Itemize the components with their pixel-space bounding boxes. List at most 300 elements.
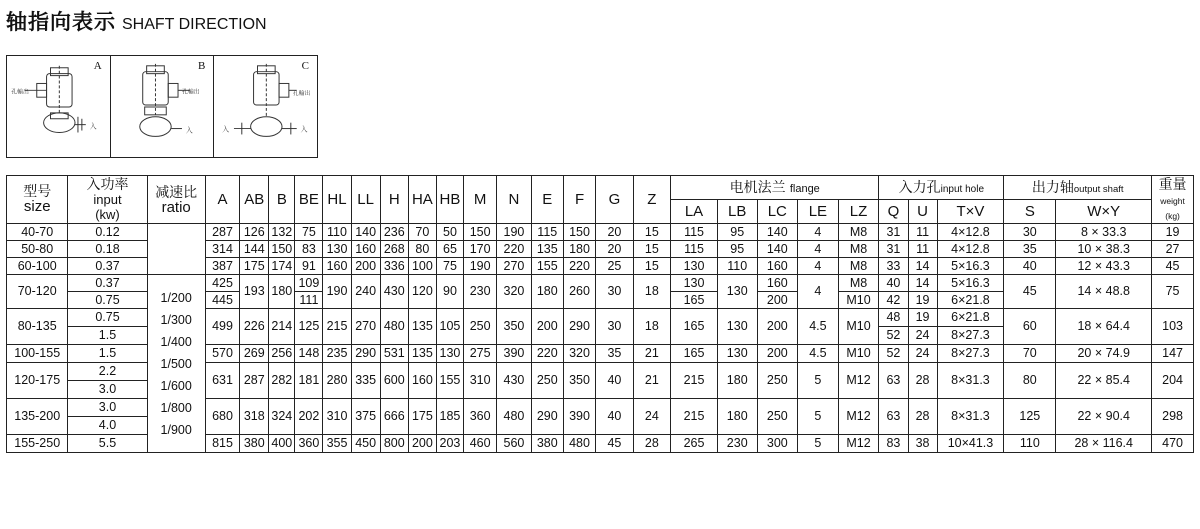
hdr-S: S [1004,200,1056,224]
cell: 28 [908,399,937,435]
cell: 175 [408,399,436,435]
cell: 5×16.3 [937,258,1004,275]
hdr-N: N [497,176,531,224]
cell: 18 [633,275,670,309]
cell: 445 [205,292,239,309]
hdr-flange: 电机法兰 flange [671,176,879,200]
diagram-c [214,56,317,157]
cell: 91 [295,258,323,275]
cell: 350 [563,363,595,399]
cell: 215 [671,363,718,399]
cell: 290 [531,399,563,435]
cell: 4 [798,224,839,241]
cell: 180 [563,241,595,258]
cell-size: 120-175 [7,363,68,399]
cell: 236 [380,224,408,241]
cell: 80 [408,241,436,258]
cell: 105 [436,309,463,345]
cell: M12 [838,363,879,399]
cell: 31 [879,241,908,258]
cell: 215 [671,399,718,435]
cell: 148 [295,345,323,363]
cell: 28 [908,363,937,399]
heading-en: SHAFT DIRECTION [122,16,267,33]
cell: 21 [633,363,670,399]
cell: 165 [671,292,718,309]
cell: 8×27.3 [937,327,1004,345]
cell: 499 [205,309,239,345]
hdr-A: A [205,176,239,224]
cell: 27 [1152,241,1194,258]
cell: 160 [323,258,351,275]
cell: 165 [671,309,718,345]
ratio-item: 1/200 [160,290,192,305]
cell: 200 [757,309,798,345]
cell: 215 [323,309,351,345]
cell: 110 [323,224,351,241]
cell-size: 50-80 [7,241,68,258]
cell: 260 [563,275,595,309]
cell: 35 [596,345,633,363]
cell: 425 [205,275,239,292]
gearbox-b-drawing [111,56,214,157]
cell: 190 [497,224,531,241]
cell: 430 [497,363,531,399]
cell: 31 [879,224,908,241]
hdr-M: M [463,176,496,224]
cell: 324 [269,399,295,435]
hdr-WY: W×Y [1056,200,1152,224]
cell: 214 [269,309,295,345]
cell: 65 [436,241,463,258]
cell: 220 [497,241,531,258]
cell: 83 [879,435,908,453]
cell: 310 [323,399,351,435]
cell: 20 [596,224,633,241]
cell: 6×21.8 [937,309,1004,327]
cell-input: 0.12 [68,224,147,241]
cell-size: 80-135 [7,309,68,345]
hdr-output-shaft: 出力轴output shaft [1004,176,1152,200]
cell: 28 [633,435,670,453]
cell: 150 [463,224,496,241]
hdr-U: U [908,200,937,224]
cell: 60 [1004,309,1056,345]
cell: 5 [798,435,839,453]
cell: 90 [436,275,463,309]
cell: 22 × 85.4 [1056,363,1152,399]
cell: M10 [838,345,879,363]
cell: 70 [408,224,436,241]
cell: 250 [757,399,798,435]
hdr-G: G [596,176,633,224]
cell: 560 [497,435,531,453]
hdr-input: 入功率 input (kw) [68,176,147,224]
hdr-BE: BE [295,176,323,224]
hdr-TV: T×V [937,200,1004,224]
cell: 135 [531,241,563,258]
cell: 320 [563,345,595,363]
cell: 40 [1004,258,1056,275]
cell: 135 [408,309,436,345]
cell: 360 [463,399,496,435]
cell: 10 × 38.3 [1056,241,1152,258]
cell: 320 [497,275,531,309]
cell: 110 [717,258,757,275]
cell: 380 [240,435,269,453]
cell: 130 [671,258,718,275]
cell: 450 [351,435,380,453]
cell-size: 40-70 [7,224,68,241]
cell: 160 [408,363,436,399]
cell: 33 [879,258,908,275]
cell: 270 [351,309,380,345]
cell: 275 [463,345,496,363]
cell: 22 × 90.4 [1056,399,1152,435]
cell: 28 × 116.4 [1056,435,1152,453]
cell-input: 1.5 [68,327,147,345]
cell: 63 [879,363,908,399]
cell: 50 [436,224,463,241]
cell: 5 [798,363,839,399]
cell: 8×31.3 [937,363,1004,399]
cell: 375 [351,399,380,435]
cell: 250 [757,363,798,399]
cell: 115 [671,241,718,258]
cell: 480 [380,309,408,345]
cell: 387 [205,258,239,275]
cell-size: 70-120 [7,275,68,309]
cell: 220 [563,258,595,275]
cell: 190 [463,258,496,275]
cell: 21 [633,345,670,363]
hdr-LA: LA [671,200,718,224]
cell: 111 [295,292,323,309]
cell: 200 [351,258,380,275]
cell: 430 [380,275,408,309]
hdr-AB: AB [240,176,269,224]
cell: 4 [798,241,839,258]
cell: 38 [908,435,937,453]
cell: 125 [295,309,323,345]
cell: 11 [908,241,937,258]
cell: 110 [1004,435,1056,453]
cell: 290 [563,309,595,345]
diagram-b-text-bottom: 入 [185,126,193,135]
cell: 230 [463,275,496,309]
cell: 380 [531,435,563,453]
cell-input: 0.75 [68,292,147,309]
cell: 75 [295,224,323,241]
cell: 20 [596,241,633,258]
cell: 360 [295,435,323,453]
cell: 8×31.3 [937,399,1004,435]
cell-input: 2.2 [68,363,147,381]
cell: 390 [497,345,531,363]
cell: M10 [838,309,879,345]
cell: 24 [908,327,937,345]
cell: 160 [351,241,380,258]
cell: 220 [531,345,563,363]
cell: 6×21.8 [937,292,1004,309]
cell: 15 [633,258,670,275]
cell: 400 [269,435,295,453]
cell-input: 5.5 [68,435,147,453]
cell: 75 [436,258,463,275]
cell: 30 [596,309,633,345]
cell: 310 [463,363,496,399]
cell-input: 0.37 [68,275,147,292]
cell-size: 60-100 [7,258,68,275]
cell: 200 [757,292,798,309]
cell-input: 0.75 [68,309,147,327]
cell: 4 [798,258,839,275]
table-row [7,275,1194,292]
hdr-weight: 重量 weight (kg) [1152,176,1194,224]
cell: 4×12.8 [937,241,1004,258]
cell: 35 [1004,241,1056,258]
diagram-a-label: A [93,60,102,72]
cell-ratio-blank [147,224,205,275]
cell-size: 100-155 [7,345,68,363]
hdr-HA: HA [408,176,436,224]
cell: 115 [671,224,718,241]
cell: 12 × 43.3 [1056,258,1152,275]
cell: 150 [563,224,595,241]
cell: 600 [380,363,408,399]
cell: 250 [531,363,563,399]
cell: 144 [240,241,269,258]
gearbox-c-drawing [214,56,317,157]
cell: 75 [1152,275,1194,309]
cell: M8 [838,241,879,258]
diagram-a-text-right: 入 [89,122,97,131]
header-row-1 [7,176,1194,200]
cell: 480 [563,435,595,453]
cell: 256 [269,345,295,363]
cell: 115 [531,224,563,241]
cell: 175 [240,258,269,275]
cell: 14 [908,258,937,275]
cell: 8×27.3 [937,345,1004,363]
cell: 200 [531,309,563,345]
cell: 269 [240,345,269,363]
cell: 174 [269,258,295,275]
shaft-direction-diagrams [6,55,318,158]
ratio-item: 1/300 [160,312,192,327]
cell: 20 × 74.9 [1056,345,1152,363]
cell: 42 [879,292,908,309]
cell: 40 [596,363,633,399]
cell: 147 [1152,345,1194,363]
hdr-LC: LC [757,200,798,224]
cell: 19 [1152,224,1194,241]
hdr-LB: LB [717,200,757,224]
cell: 80 [1004,363,1056,399]
cell: 130 [717,345,757,363]
cell: 200 [757,345,798,363]
cell: 180 [717,363,757,399]
cell: 24 [908,345,937,363]
cell: 109 [295,275,323,292]
cell-ratio-list [147,275,205,453]
hdr-LE: LE [798,200,839,224]
cell-size: 135-200 [7,399,68,435]
cell: 4.5 [798,345,839,363]
cell: 19 [908,292,937,309]
cell: 202 [295,399,323,435]
ratio-item: 1/400 [160,334,192,349]
cell: 18 × 64.4 [1056,309,1152,345]
cell: 126 [240,224,269,241]
cell: 298 [1152,399,1194,435]
cell: M8 [838,275,879,292]
cell: 30 [1004,224,1056,241]
cell: 5 [798,399,839,435]
cell-size: 155-250 [7,435,68,453]
diagram-b-label: B [198,60,206,72]
cell: 45 [1004,275,1056,309]
cell: 135 [408,345,436,363]
hdr-B: B [269,176,295,224]
cell: 40 [596,399,633,435]
cell: 570 [205,345,239,363]
cell: 265 [671,435,718,453]
cell: 226 [240,309,269,345]
cell: 460 [463,435,496,453]
ratio-item: 1/800 [160,400,192,415]
cell: 140 [757,241,798,258]
cell: 83 [295,241,323,258]
ratio-item: 1/600 [160,378,192,393]
cell: 4 [798,275,839,309]
cell: 268 [380,241,408,258]
cell: 52 [879,327,908,345]
cell: 130 [717,309,757,345]
cell: 280 [323,363,351,399]
cell: 103 [1152,309,1194,345]
cell: 815 [205,435,239,453]
section-heading [6,6,267,32]
cell: 193 [240,275,269,309]
hdr-Q: Q [879,200,908,224]
cell: 8 × 33.3 [1056,224,1152,241]
cell: 287 [240,363,269,399]
diagram-b-text-right: 孔輸出 [181,89,200,96]
cell: 180 [531,275,563,309]
ratio-item: 1/500 [160,356,192,371]
spec-table [6,175,1194,453]
cell: 314 [205,241,239,258]
cell: 300 [757,435,798,453]
cell: 287 [205,224,239,241]
cell: 180 [717,399,757,435]
cell: 24 [633,399,670,435]
diagram-c-text-right: 孔輸出 [293,91,311,98]
cell: 165 [671,345,718,363]
cell: 125 [1004,399,1056,435]
cell: 480 [497,399,531,435]
cell: 204 [1152,363,1194,399]
cell: 350 [497,309,531,345]
cell-input: 1.5 [68,345,147,363]
cell-input: 4.0 [68,417,147,435]
cell: 10×41.3 [937,435,1004,453]
cell: 531 [380,345,408,363]
hdr-size: 型号 size [7,176,68,224]
cell: 203 [436,435,463,453]
hdr-ratio: 减速比 ratio [147,176,205,224]
cell: 11 [908,224,937,241]
cell: 45 [596,435,633,453]
cell: 18 [633,309,670,345]
cell: 130 [717,275,757,309]
cell: 270 [497,258,531,275]
cell: 680 [205,399,239,435]
cell: 140 [757,224,798,241]
cell-input: 3.0 [68,399,147,417]
diagram-c-label: C [301,60,310,72]
cell: 666 [380,399,408,435]
diagram-b [111,56,215,157]
cell: 290 [351,345,380,363]
hdr-input-hole: 入力孔input hole [879,176,1004,200]
cell: 235 [323,345,351,363]
cell: 95 [717,241,757,258]
cell: 180 [269,275,295,309]
cell: 5×16.3 [937,275,1004,292]
cell: M12 [838,399,879,435]
cell: 181 [295,363,323,399]
cell: 390 [563,399,595,435]
cell: 30 [596,275,633,309]
cell: 4×12.8 [937,224,1004,241]
cell: 19 [908,309,937,327]
cell: 100 [408,258,436,275]
cell: 14 × 48.8 [1056,275,1152,309]
cell: M10 [838,292,879,309]
diagram-c-text-left: 入 [222,125,230,134]
cell: 45 [1152,258,1194,275]
hdr-Z: Z [633,176,670,224]
cell: 282 [269,363,295,399]
cell: 170 [463,241,496,258]
cell: 800 [380,435,408,453]
cell: 160 [757,275,798,292]
cell: 240 [351,275,380,309]
cell: 185 [436,399,463,435]
cell: 140 [351,224,380,241]
cell: 120 [408,275,436,309]
cell: 190 [323,275,351,309]
cell-input: 0.37 [68,258,147,275]
cell: 631 [205,363,239,399]
cell-input: 0.18 [68,241,147,258]
cell: 318 [240,399,269,435]
table-row [7,224,1194,241]
cell: 4.5 [798,309,839,345]
cell: 70 [1004,345,1056,363]
cell: 230 [717,435,757,453]
diagram-a-text-left: 孔輸出 [11,89,29,96]
cell: 15 [633,241,670,258]
hdr-LL: LL [351,176,380,224]
cell: 130 [671,275,718,292]
cell-input: 3.0 [68,381,147,399]
cell: 40 [879,275,908,292]
hdr-HL: HL [323,176,351,224]
diagram-a [7,56,111,157]
